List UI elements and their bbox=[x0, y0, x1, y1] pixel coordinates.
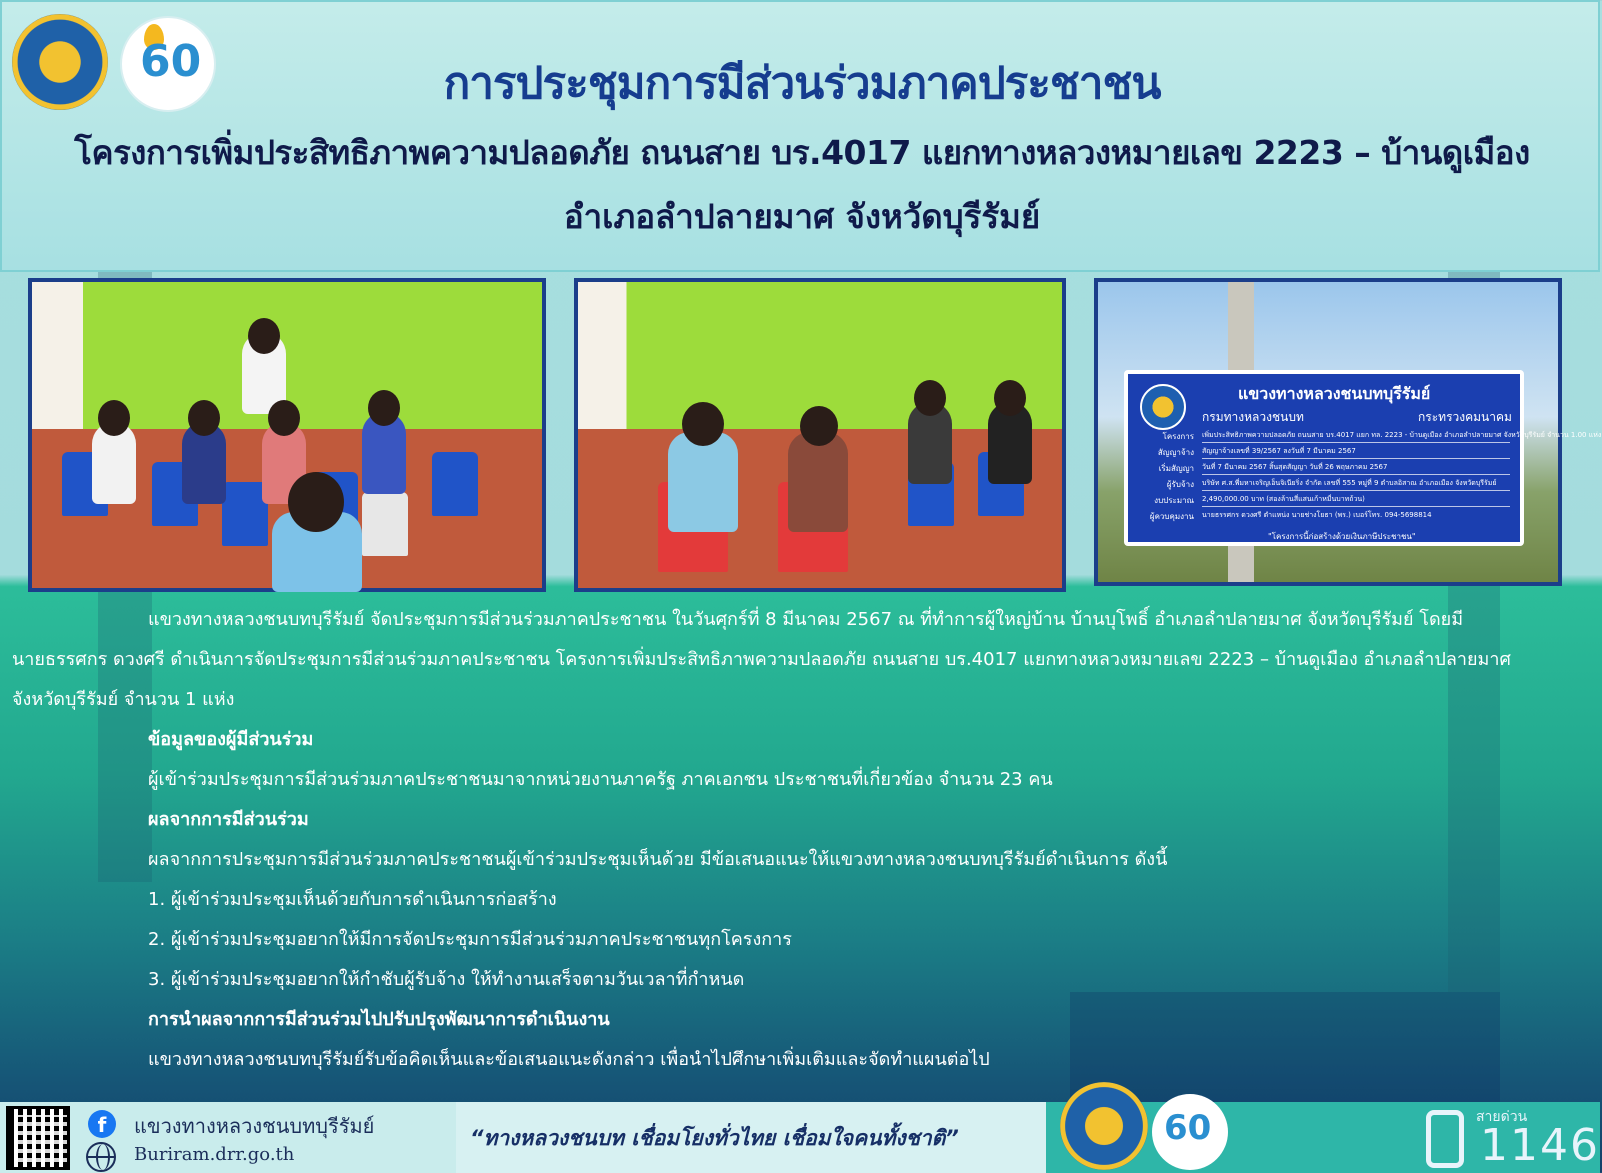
footer-bar bbox=[0, 1102, 1600, 1173]
project-sign-photo bbox=[1094, 278, 1602, 586]
sign-ministry: กระทรวงคมนาคม bbox=[1418, 410, 1512, 424]
result-item: 3. ผู้เข้าร่วมประชุมอยากให้กำชับผู้รับจ้าง ให้ทำงานเสร็จตามวันเวลาที่กำหนด bbox=[148, 969, 745, 990]
phone-icon bbox=[1426, 1110, 1464, 1168]
decor-strip bbox=[1070, 992, 1500, 1102]
sign-motto: "โครงการนี้ก่อสร้างด้วยเงินภาษีประชาชน" bbox=[1268, 532, 1416, 541]
heading-improvement: การนำผลจากการมีส่วนร่วมไปปรับปรุงพัฒนาการดำเนินงาน bbox=[148, 1009, 610, 1030]
sign-department: กรมทางหลวงชนบท bbox=[1202, 410, 1304, 424]
sign-row-label: โครงการ bbox=[1162, 432, 1194, 441]
paragraph-line: จังหวัดบุรีรัมย์ จำนวน 1 แห่ง bbox=[12, 689, 235, 710]
paragraph-line: แขวงทางหลวงชนบทบุรีรัมย์ จัดประชุมการมีส่วนร่วมภาคประชาชน ในวันศุกร์ที่ 8 มีนาคม 2567 ณ ที่ทำการผู้ใหญ่บ้าน บ้านบุโพธิ์ อำเภอลำปลายมาศ จังหวัดบุรีรัมย์ โดยมี bbox=[148, 609, 1464, 630]
hotline-number[interactable]: 1146 bbox=[1480, 1120, 1600, 1171]
sign-row-value: สัญญาจ้างเลขที่ 39/2567 ลงวันที่ 7 มีนาคม 2567 bbox=[1202, 447, 1356, 455]
hotline-label: สายด่วน bbox=[1476, 1109, 1528, 1125]
meeting-photo-1 bbox=[28, 278, 546, 592]
anniversary-60-logo-footer bbox=[1152, 1094, 1228, 1170]
footer-contact bbox=[0, 1102, 456, 1173]
sign-row-label: เริ่มสัญญา bbox=[1158, 464, 1194, 473]
slogan-text: “ทางหลวงชนบท เชื่อมโยงทั่วไทย เชื่อมใจคนทั้งชาติ” bbox=[470, 1126, 959, 1150]
heading-results: ผลจากการมีส่วนร่วม bbox=[148, 809, 309, 830]
header-banner bbox=[0, 0, 1600, 272]
improvement-text: แขวงทางหลวงชนบทบุรีรัมย์รับข้อคิดเห็นและข้อเสนอแนะดังกล่าว เพื่อนำไปศึกษาเพิ่มเติมและจัดทำแผนต่อไป bbox=[148, 1049, 990, 1070]
sign-row-value: นายธรรศกร ดวงศรี ตำแหน่ง นายช่างโยธา (พร.) เบอร์โทร. 094-5698814 bbox=[1202, 511, 1432, 519]
qr-code[interactable] bbox=[6, 1106, 70, 1170]
result-item: 1. ผู้เข้าร่วมประชุมเห็นด้วยกับการดำเนินการก่อสร้าง bbox=[148, 889, 557, 910]
project-signboard bbox=[1124, 370, 1602, 546]
globe-icon[interactable] bbox=[86, 1142, 116, 1172]
drr-seal-logo-footer bbox=[1060, 1082, 1148, 1170]
project-location: อำเภอลำปลายมาศ จังหวัดบุรีรัมย์ bbox=[563, 197, 1041, 236]
facebook-page-name[interactable]: แขวงทางหลวงชนบทบุรีรัมย์ bbox=[134, 1114, 375, 1138]
page-title: การประชุมการมีส่วนร่วมภาคประชาชน bbox=[443, 58, 1161, 109]
sign-row-label: งบประมาณ bbox=[1154, 496, 1194, 505]
sign-row-label: สัญญาจ้าง bbox=[1157, 448, 1194, 457]
results-intro: ผลจากการประชุมการมีส่วนร่วมภาคประชาชนผู้เข้าร่วมประชุมเห็นด้วย มีข้อเสนอแนะให้แขวงทางหลวงชนบทบุรีรัมย์ดำเนินการ ดังนี้ bbox=[148, 849, 1168, 870]
sign-title: แขวงทางหลวงชนบทบุรีรัมย์ bbox=[1238, 384, 1431, 403]
sign-row-value: วันที่ 7 มีนาคม 2567 สิ้นสุดสัญญา วันที่ 26 พฤษภาคม 2567 bbox=[1202, 463, 1388, 471]
paragraph-line: นายธรรศกร ดวงศรี ดำเนินการจัดประชุมการมีส่วนร่วมภาคประชาชน โครงการเพิ่มประสิทธิภาพความปลอดภัย ถนนสาย บร.4017 แยกทางหลวงหมายเลข 2223 – บ้านดูเมือง อำเภอลำปลายมาศ bbox=[12, 649, 1511, 670]
result-item: 2. ผู้เข้าร่วมประชุมอยากให้มีการจัดประชุมการมีส่วนร่วมภาคประชาชนทุกโครงการ bbox=[148, 929, 792, 950]
anniversary-number: 60 bbox=[140, 36, 202, 87]
participants-text: ผู้เข้าร่วมประชุมการมีส่วนร่วมภาคประชาชนมาจากหน่วยงานภาครัฐ ภาคเอกชน ประชาชนที่เกี่ยวข้อง จำนวน 23 คน bbox=[148, 769, 1053, 790]
sign-row-value: 2,490,000.00 บาท (สองล้านสี่แสนเก้าหมื่นบาทถ้วน) bbox=[1202, 495, 1365, 503]
slogan-banner bbox=[456, 1102, 1046, 1173]
sign-row-value: เพิ่มประสิทธิภาพความปลอดภัย ถนนสาย บร.4017 แยก ทล. 2223 - บ้านดูเมือง อำเภอลำปลายมาศ จังหวัดบุรีรัมย์ จำนวน 1.00 แห่ง bbox=[1202, 431, 1602, 439]
meeting-photo-2 bbox=[574, 278, 1066, 592]
sign-seal-logo bbox=[1140, 384, 1186, 430]
sign-row-label: ผู้ควบคุมงาน bbox=[1149, 512, 1194, 521]
project-title: โครงการเพิ่มประสิทธิภาพความปลอดภัย ถนนสาย บร.4017 แยกทางหลวงหมายเลข 2223 – บ้านดูเมือง bbox=[74, 133, 1530, 172]
website-link[interactable]: Buriram.drr.go.th bbox=[134, 1144, 295, 1165]
heading-participants: ข้อมูลของผู้มีส่วนร่วม bbox=[148, 729, 314, 750]
sign-row-value: บริษัท ศ.ส.พี่มหาเจริญเอ็นจิเนียริ่ง จำกัด เลขที่ 555 หมู่ที่ 9 ตำบลอิสาณ อำเภอเมือง จังหวัดบุรีรัมย์ bbox=[1202, 479, 1497, 487]
anniversary-number: 60 bbox=[1164, 1108, 1212, 1148]
sign-row-label: ผู้รับจ้าง bbox=[1166, 480, 1194, 489]
facebook-icon[interactable]: f bbox=[88, 1110, 116, 1138]
